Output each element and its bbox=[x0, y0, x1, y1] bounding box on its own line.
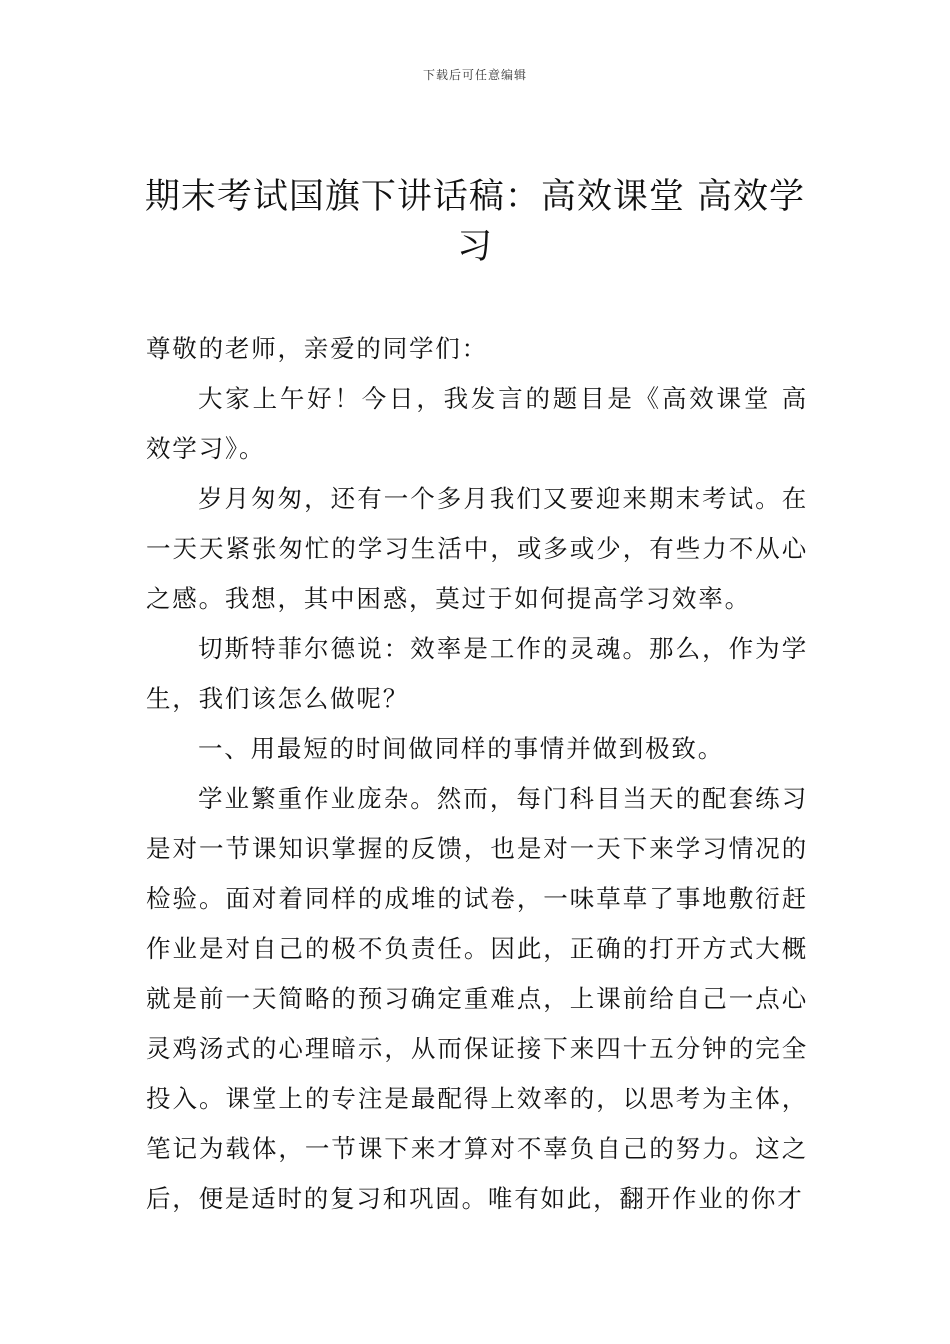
paragraph: 学业繁重作业庞杂。然而，每门科目当天的配套练习是对一节课知识掌握的反馈，也是对一天下来学习情况的检验。面对着同样的成堆的试卷，一味草草了事地敷衍赶作业是对自己的极不负责任。因此，正确的打开方式大概就是前一天简略的预习确定重难点，上课前给自己一点心灵鸡汤式的心理暗示，从而保证接下来四十五分钟的完全投入。课堂上的专注是最配得上效率的，以思考为主体，笔记为载体，一节课下来才算对不辜负自己的努力。这之后，便是适时的复习和巩固。唯有如此，翻开作业的你才 bbox=[146, 784, 808, 1213]
document-title: 期末考试国旗下讲话稿：高效课堂 高效学习 bbox=[144, 177, 806, 267]
document-body bbox=[146, 324, 808, 1224]
section-heading: 一、用最短的时间做同样的事情并做到极致。 bbox=[198, 734, 724, 763]
paragraph: 岁月匆匆，还有一个多月我们又要迎来期末考试。在一天天紧张匆忙的学习生活中，或多或少，有些力不从心之感。我想，其中困惑，莫过于如何提高学习效率。 bbox=[146, 484, 808, 613]
salutation: 尊敬的老师，亲爱的同学们： bbox=[146, 334, 488, 363]
paragraph: 切斯特菲尔德说：效率是工作的灵魂。那么，作为学生，我们该怎么做呢？ bbox=[146, 634, 808, 713]
header-note: 下载后可任意编辑 bbox=[422, 68, 527, 82]
paragraph: 大家上午好！今日，我发言的题目是《高效课堂 高效学习》。 bbox=[146, 384, 808, 463]
